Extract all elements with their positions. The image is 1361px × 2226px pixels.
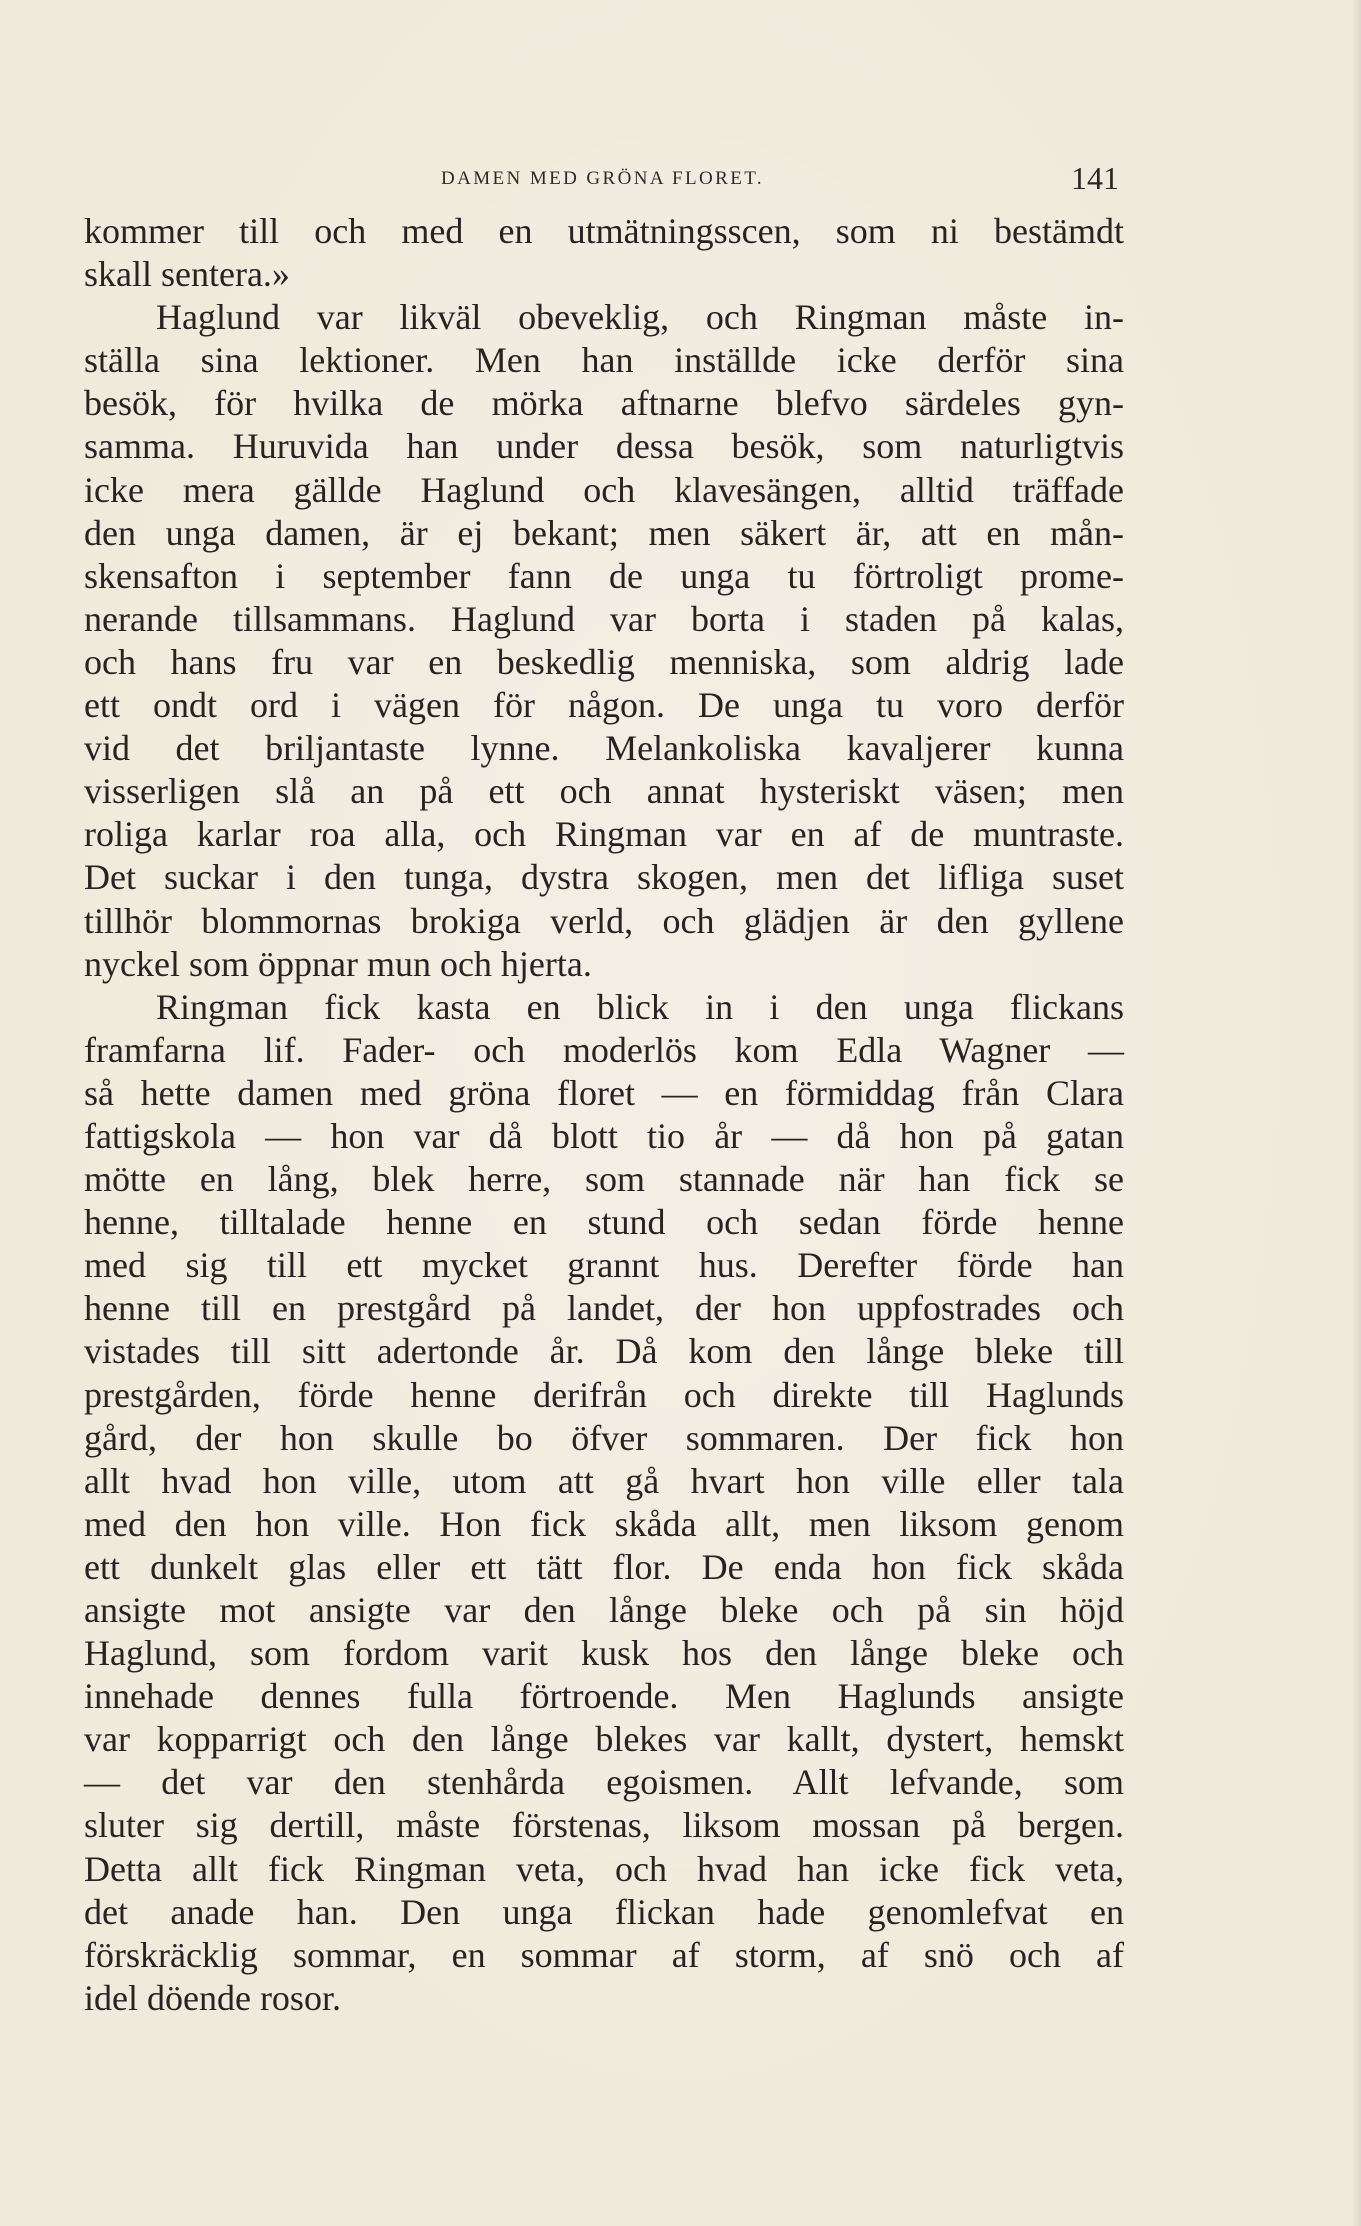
text-line: ställa sina lektioner. Men han inställde icke derför sina xyxy=(84,340,1124,381)
body-text xyxy=(84,210,1124,2020)
text-line: Det suckar i den tunga, dystra skogen, men det lifliga suset xyxy=(84,857,1124,898)
text-line: mötte en lång, blek herre, som stannade när han fick se xyxy=(84,1159,1124,1200)
text-line: idel döende rosor. xyxy=(84,1977,341,2018)
text-line: vid det briljantaste lynne. Melankoliska kavaljerer kunna xyxy=(84,728,1124,769)
text-line: innehade dennes fulla förtroende. Men Haglunds ansigte xyxy=(84,1676,1124,1717)
text-line: visserligen slå an på ett och annat hysteriskt väsen; men xyxy=(84,771,1124,812)
text-line: roliga karlar roa alla, och Ringman var en af de muntraste. xyxy=(84,814,1124,855)
text-line: sluter sig dertill, måste förstenas, liksom mossan på bergen. xyxy=(84,1805,1124,1846)
text-line: — det var den stenhårda egoismen. Allt lefvande, som xyxy=(84,1762,1124,1803)
text-line: det anade han. Den unga flickan hade genomlefvat en xyxy=(84,1891,1124,1932)
text-line: den unga damen, är ej bekant; men säkert är, att en mån- xyxy=(84,512,1124,553)
text-line: med den hon ville. Hon fick skåda allt, men liksom genom xyxy=(84,1503,1124,1544)
text-line: vistades till sitt adertonde år. Då kom den långe bleke till xyxy=(84,1331,1124,1372)
text-line: fattigskola — hon var då blott tio år — då hon på gatan xyxy=(84,1115,1124,1156)
running-header xyxy=(80,160,1125,200)
text-line: henne, tilltalade henne en stund och sedan förde henne xyxy=(84,1202,1124,1243)
text-line: Haglund var likväl obeveklig, och Ringman måste in- xyxy=(156,297,1124,338)
text-line: nyckel som öppnar mun och hjerta. xyxy=(84,943,592,984)
text-line: så hette damen med gröna floret — en förmiddag från Clara xyxy=(84,1072,1124,1113)
text-line: ett ondt ord i vägen för någon. De unga tu voro derför xyxy=(84,685,1124,726)
text-line: gård, der hon skulle bo öfver sommaren. Der fick hon xyxy=(84,1417,1124,1458)
text-line: henne till en prestgård på landet, der hon uppfostrades och xyxy=(84,1288,1124,1329)
text-line: med sig till ett mycket grannt hus. Derefter förde han xyxy=(84,1245,1124,1286)
running-title: DAMEN MED GRÖNA FLORET. xyxy=(441,168,764,189)
text-line: skensafton i september fann de unga tu förtroligt prome- xyxy=(84,555,1124,596)
text-line: tillhör blommornas brokiga verld, och glädjen är den gyllene xyxy=(84,900,1124,941)
text-line: icke mera gällde Haglund och klavesängen, alltid träffade xyxy=(84,469,1124,510)
text-line: ett dunkelt glas eller ett tätt flor. De enda hon fick skåda xyxy=(84,1546,1124,1587)
text-line: framfarna lif. Fader- och moderlös kom Edla Wagner — xyxy=(84,1029,1124,1070)
text-line: Ringman fick kasta en blick in i den unga flickans xyxy=(156,986,1124,1027)
text-line: kommer till och med en utmätningsscen, som ni bestämdt xyxy=(84,211,1124,251)
text-line: prestgården, förde henne derifrån och direkte till Haglunds xyxy=(84,1374,1124,1415)
text-line: nerande tillsammans. Haglund var borta i staden på kalas, xyxy=(84,598,1124,639)
text-line: var kopparrigt och den långe blekes var kallt, dystert, hemskt xyxy=(84,1719,1124,1760)
text-line: förskräcklig sommar, en sommar af storm, af snö och af xyxy=(84,1934,1124,1975)
text-line: ansigte mot ansigte var den långe bleke och på sin höjd xyxy=(84,1590,1124,1630)
text-line: och hans fru var en beskedlig menniska, som aldrig lade xyxy=(84,641,1124,682)
text-line: skall sentera.» xyxy=(84,254,290,295)
page-edge-shadow xyxy=(1351,0,1361,2226)
text-line: Detta allt fick Ringman veta, och hvad han icke fick veta, xyxy=(84,1848,1124,1889)
text-line: allt hvad hon ville, utom att gå hvart hon ville eller tala xyxy=(84,1460,1124,1501)
text-line: besök, för hvilka de mörka aftnarne blefvo särdeles gyn- xyxy=(84,383,1124,424)
page-number: 141 xyxy=(1071,160,1119,196)
text-line: samma. Huruvida han under dessa besök, som naturligtvis xyxy=(84,426,1124,467)
text-line: Haglund, som fordom varit kusk hos den långe bleke och xyxy=(84,1633,1124,1674)
